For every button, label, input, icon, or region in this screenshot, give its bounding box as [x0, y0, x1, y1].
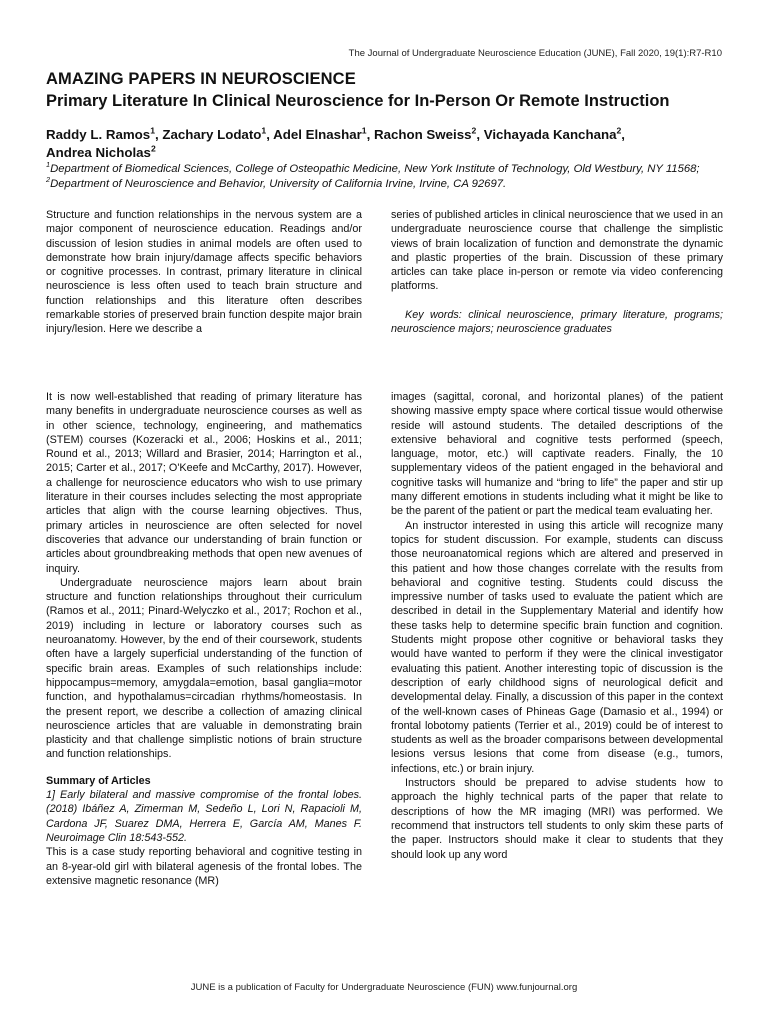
- author-name: Raddy L. Ramos: [46, 127, 151, 142]
- body-paragraph: An instructor interested in using this article will recognize many topics for student discussion. For example, students can discuss those neuroanatomical regions which are altered and preserved in this patient and how those changes correlate with the results from behavioral and cognitive testing. Students could discuss the impressive number of tasks used to evaluate the patient which are described in detail in the Supplementary Material and identify how these tasks help to determine specific brain function and cognition. Students might propose other cognitive or behavioral tasks they would have wanted to perform if they were the clinical investigator evaluating this patient. Another interesting topic of discussion is the description of early childhood signs of neurological deficit and developmental delay. Finally, a discussion of this paper in the context of the well-known cases of Phineas Gage (Damasio et al., 1994) or frontal lobotomy patients (Terrier et al., 2019) could be of interest to students as well as the broader comparisons between developmental lesions versus lesions that come from disease (e.g., tumors, infections, etc.) or brain injury.: [391, 519, 723, 775]
- author-separator: ,: [154, 127, 163, 142]
- body-paragraph: Instructors should be prepared to advise students how to approach the highly technical parts of the paper that relate to descriptions of how the MR imaging (MRI) was performed. We recommend that instructors tell students to only skim these parts of the paper. Instructors should make it clear to students that they should look up any word: [391, 777, 723, 861]
- body-paragraph: images (sagittal, coronal, and horizontal planes) of the patient showing massive empty space where cortical tissue would otherwise reside will astound students. The detailed descriptions of the extensive behavioral and cognitive tests performed (speech, language, motor, etc.) will captivate readers. Finally, the 10 supplementary videos of the patient engaged in the behavioral and cognitive tasks will humanize and “bring to life” the paper and stir up many different emotions in students including what it might be like to be the parent of the patient or part the medical team evaluating her.: [391, 391, 723, 518]
- author-name: Rachon Sweiss: [373, 127, 472, 142]
- article-reference: 1] Early bilateral and massive compromise of the frontal lobes. (2018) Ibáñez A, Zimerman M, Sedeño L, Lori N, Rapacioli M, Cardona JF, Suarez DMA, Herrera E, García AM, Manes F. Neuroimage Clin 18:543-552.: [46, 789, 362, 844]
- author-name: Vichayada Kanchana: [483, 127, 617, 142]
- article-title: Primary Literature In Clinical Neuroscience for In-Person Or Remote Instruction: [46, 92, 670, 110]
- author-separator: ,: [621, 127, 625, 142]
- affiliation-number: 2: [46, 174, 51, 184]
- author-separator: ,: [266, 127, 274, 142]
- abstract-text: series of published articles in clinical neuroscience that we used in an undergraduate neuroscience course that challenge the simplistic views of brain localization of function and demonstrate the dynamic and plastic properties of the brain. Discussion of these primary articles can take place in-person or remote via video conferencing platforms.: [391, 209, 723, 293]
- body-right-column: [391, 390, 723, 862]
- affiliations: [46, 162, 736, 191]
- section-label: AMAZING PAPERS IN NEUROSCIENCE: [46, 70, 356, 88]
- body-left-column: [46, 390, 362, 888]
- body-paragraph: This is a case study reporting behavioral and cognitive testing in an 8-year-old girl with bilateral agenesis of the frontal lobes. The extensive magnetic resonance (MR): [46, 846, 362, 887]
- author-affiliation-mark: 2: [150, 143, 156, 154]
- author-name: Adel Elnashar: [273, 127, 362, 142]
- affiliation-number: 1: [46, 160, 51, 170]
- abstract-text: Structure and function relationships in the nervous system are a major component of neuroscience education. Readings and/or discussion of lesion studies in animal models are often used to demonstrate how brain injury/damage affects specific behaviors or cognitive processes. In contrast, primary literature in clinical neuroscience is less often used to teach brain structure and function relationships and this literature often describes remarkable stories of preserved brain function despite major brain injury/lesion. Here we describe a: [46, 209, 362, 336]
- affiliation-text: Department of Neuroscience and Behavior, University of California Irvine, Irvine, CA 92697.: [50, 177, 507, 190]
- abstract-right-column: [391, 208, 723, 336]
- author-affiliation-mark: 2: [616, 125, 622, 136]
- author-affiliation-mark: 1: [261, 125, 267, 136]
- abstract-left-column: [46, 208, 362, 337]
- section-heading: Summary of Articles: [46, 774, 151, 787]
- author-name: Andrea Nicholas: [46, 145, 151, 160]
- running-head: The Journal of Undergraduate Neuroscience Education (JUNE), Fall 2020, 19(1):R7-R10: [348, 48, 722, 59]
- body-paragraph: It is now well-established that reading of primary literature has many benefits in undergraduate neuroscience courses as well as in other science, technology, engineering, and mathematics (STEM) courses (Kozeracki et al., 2006; Hoskins et al., 2011; Round et al., 2013; Willard and Brasier, 2014; Harrington et al., 2015; Carter et al., 2017; O'Keefe and McCarthy, 2017). However, a challenge for neuroscience educators who wish to use primary literature in their courses includes selecting the most appropriate articles that align with the course learning objectives. Thus, primary articles in neuroscience are often selected for novel discoveries that advance our understanding of brain function or articles about groundbreaking methods that open new avenues of inquiry.: [46, 391, 362, 575]
- author-name: Zachary Lodato: [162, 127, 262, 142]
- author-affiliation-mark: 1: [361, 125, 367, 136]
- author-separator: ,: [366, 127, 374, 142]
- author-affiliation-mark: 2: [471, 125, 477, 136]
- body-paragraph: Undergraduate neuroscience majors learn about brain structure and function relationships throughout their curriculum (Ramos et al., 2011; Pinard-Welyczko et al., 2017; Rochon et al., 2019) including in lecture or laboratory courses such as neuroanatomy. However, by the end of their coursework, students often have a largely superficial understanding of the function of specific brain areas. Examples of such relationships include: hippocampus=memory, amygdala=emotion, basal ganglia=motor function, and hypothalamus=circadian rhythms/homeostasis. In the present report, we describe a collection of amazing clinical neuroscience articles that are valuable in demonstrating brain plasticity and that challenge simplistic notions of brain structure and function relationships.: [46, 576, 362, 761]
- author-separator: ,: [476, 127, 484, 142]
- keywords: Key words: clinical neuroscience, primary literature, programs; neuroscience majors; neuroscience graduates: [391, 308, 723, 336]
- author-list: [46, 126, 736, 162]
- page-footer: JUNE is a publication of Faculty for Undergraduate Neuroscience (FUN) www.funjournal.org: [190, 982, 578, 993]
- affiliation-text: Department of Biomedical Sciences, College of Osteopathic Medicine, New York Institute of Technology, Old Westbury, NY 11568;: [50, 163, 700, 175]
- author-affiliation-mark: 1: [150, 125, 155, 136]
